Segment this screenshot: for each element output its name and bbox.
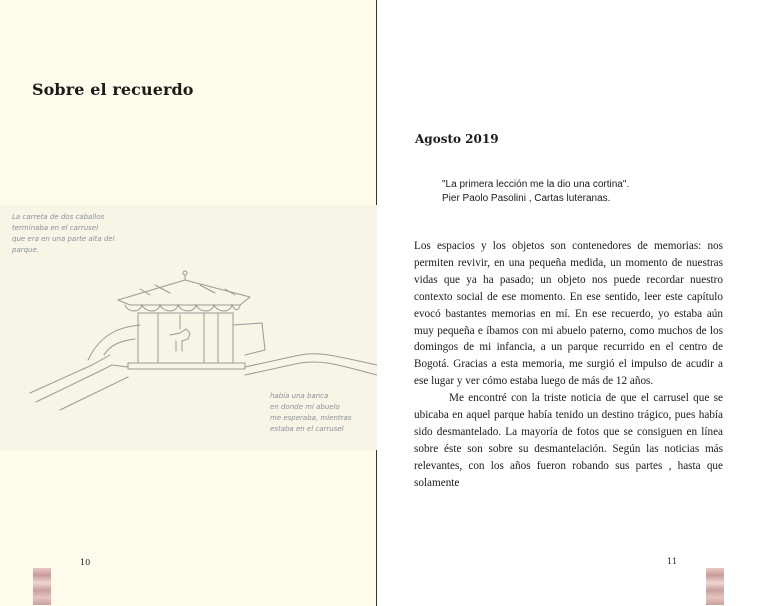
epigraph xyxy=(442,178,629,206)
date-heading: Agosto 2019 xyxy=(415,132,499,146)
left-page xyxy=(0,0,377,606)
body-text xyxy=(414,238,723,492)
chapter-title: Sobre el recuerdo xyxy=(32,80,194,99)
paragraph: Los espacios y los objetos son contenedores de memorias: nos permiten revivir, en una pequeña medida, un momento de nuestras vidas que ya ha pasado; un objeto nos puede recordar nuestro contexto social de ese momento. En ese sentido, leer este capítulo evocó bastantes memorias en mí. En ese recuerdo, yo estaba aún muy pequeña e íbamos con mi abuelo paterno, como muchos de los domingos de mi infancia, a un parque recurrido en el centro de Bogotá. Gracias a esta memoria, me surgió el impulso de acudir a ese lugar y ver cómo estaba luego de más de 12 años. xyxy=(414,240,723,388)
paragraph: Me encontré con la triste noticia de que el carrusel que se ubicaba en aquel parque había tenido un destino trágico, pues había sido desmantelado. La mayoría de fotos que se consiguen en línea sobre éste son sobre su desmantelación. Según las noticias más relevantes, con los años fueron robando sus partes , hasta que solamente xyxy=(414,392,723,489)
color-swatch-right xyxy=(706,568,724,605)
handwritten-note-bottom: había una banca en donde mi abuelo me esperaba, mientras estaba en el carrusel xyxy=(270,392,352,433)
epigraph-quote: "La primera lección me la dio una cortina". xyxy=(442,179,630,190)
epigraph-attribution: Pier Paolo Pasolini , Cartas luteranas. xyxy=(442,193,611,204)
page-number-left: 10 xyxy=(80,558,91,567)
page-number-right: 11 xyxy=(667,557,678,566)
handwritten-note-top: La carreta de dos caballos terminaba en el carrusel que era en una parte alta del parque. xyxy=(12,213,115,254)
color-swatch-left xyxy=(33,568,51,605)
